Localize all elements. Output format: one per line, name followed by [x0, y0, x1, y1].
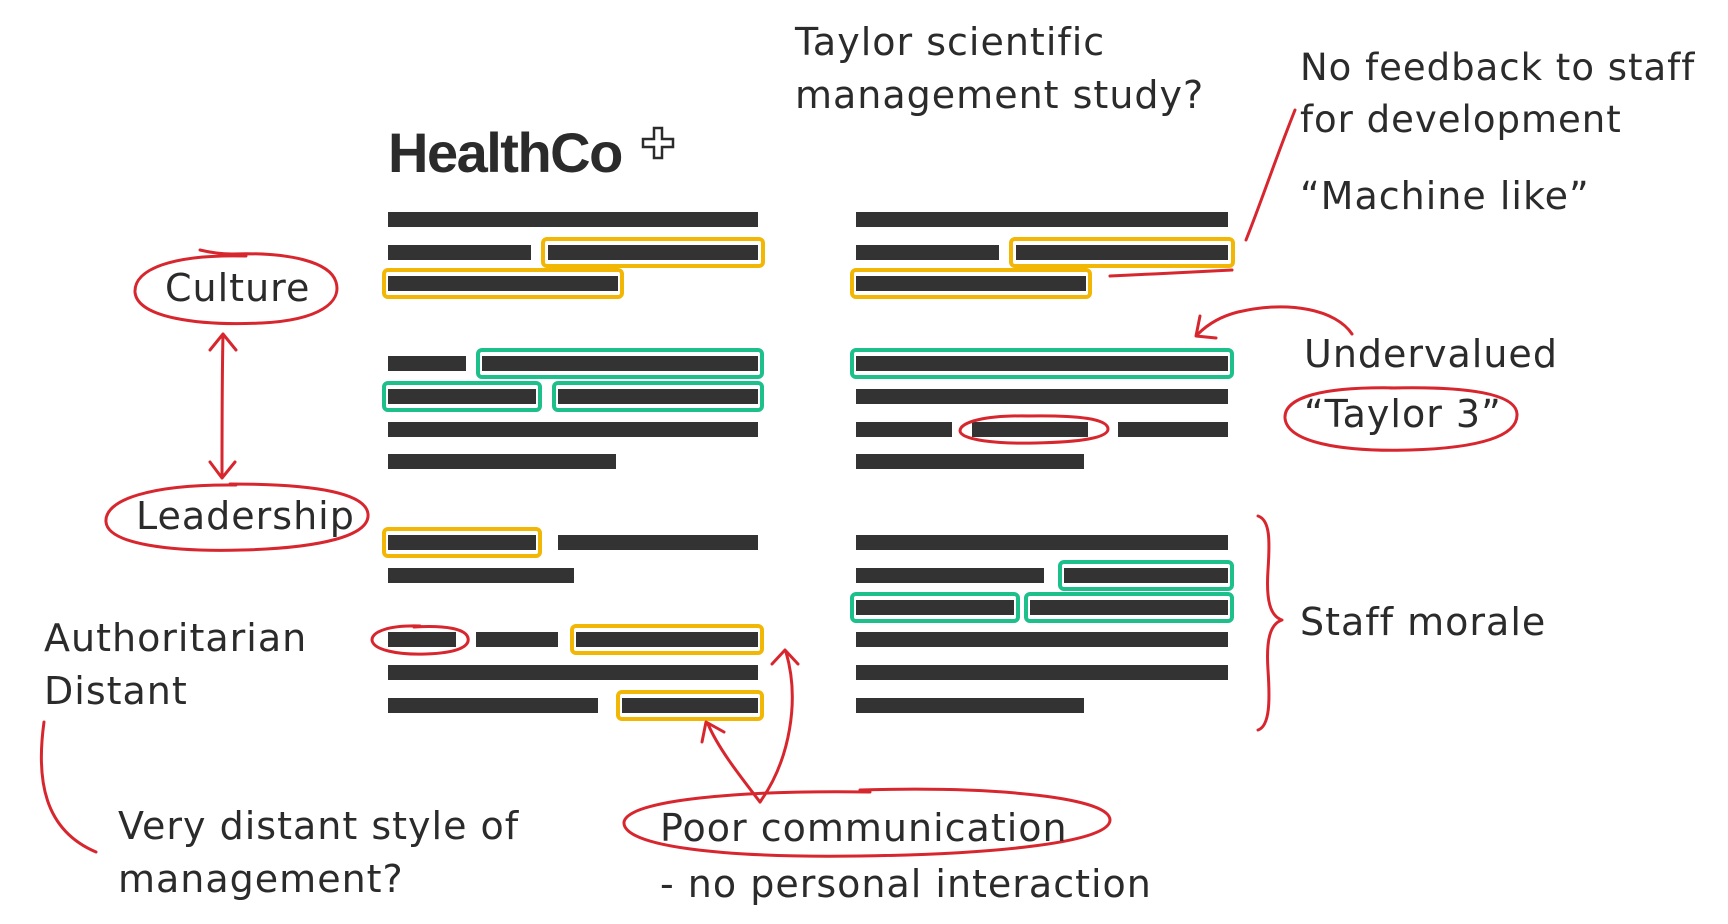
healthco-logo: HealthCo	[388, 121, 622, 184]
text-bar	[856, 276, 1086, 291]
text-bar	[1016, 245, 1228, 260]
note-line: Very distant style of	[118, 804, 520, 848]
undervalued-note: Undervalued	[1304, 332, 1558, 376]
text-bar	[388, 698, 598, 713]
leadership-label: Leadership	[136, 494, 355, 538]
text-bar	[388, 245, 531, 260]
text-bar	[856, 389, 1228, 404]
poor-communication-arrow	[760, 650, 798, 802]
text-bar	[388, 212, 758, 227]
note-line: Distant	[44, 669, 188, 714]
text-bar	[576, 632, 758, 647]
text-bar	[856, 356, 1228, 371]
taylor-study-note	[795, 16, 1204, 122]
text-bar	[1064, 568, 1228, 583]
right-document-column	[852, 212, 1233, 713]
note-line: No feedback to staff	[1300, 46, 1696, 89]
feedback-underline	[1110, 270, 1232, 276]
text-bar	[856, 245, 999, 260]
text-bar	[388, 454, 616, 469]
left-document-column	[384, 212, 763, 719]
text-bar	[856, 698, 1084, 713]
text-bar	[856, 568, 1044, 583]
text-bar	[856, 454, 1084, 469]
staff-morale-brace	[1258, 516, 1282, 730]
note-line: Authoritarian	[44, 616, 308, 660]
red-annotations	[41, 110, 1517, 856]
machine-like-note: “Machine like”	[1300, 174, 1590, 218]
text-bar	[856, 600, 1014, 615]
no-feedback-note	[1300, 42, 1695, 146]
culture-leadership-arrow	[210, 334, 236, 478]
text-bar	[558, 389, 758, 404]
staff-morale-note: Staff morale	[1300, 600, 1547, 644]
culture-label: Culture	[165, 266, 311, 310]
text-bar	[856, 535, 1228, 550]
text-bar	[388, 276, 618, 291]
text-bar	[482, 356, 758, 371]
plus-outline-icon	[643, 128, 673, 158]
text-bar	[1030, 600, 1228, 615]
feedback-connector	[1246, 110, 1295, 240]
authoritarian-note	[44, 612, 307, 718]
no-personal-interaction-note: - no personal interaction	[660, 862, 1152, 906]
distant-connector	[41, 722, 96, 852]
text-bar	[972, 422, 1088, 437]
distant-style-note	[118, 800, 519, 906]
text-bar	[388, 535, 536, 550]
text-bar	[622, 698, 758, 713]
poor-communication-label: Poor communication	[660, 806, 1068, 850]
text-bar	[856, 665, 1228, 680]
text-bar	[388, 568, 574, 583]
text-bar	[856, 212, 1228, 227]
taylor3-label: “Taylor 3”	[1304, 392, 1502, 436]
text-bar	[476, 632, 558, 647]
text-bar	[856, 422, 952, 437]
note-line: Taylor scientific	[795, 20, 1106, 64]
note-line: for development	[1300, 97, 1622, 141]
text-bar	[388, 632, 456, 647]
text-bar	[558, 535, 758, 550]
text-bar	[548, 245, 758, 260]
note-line: management?	[118, 857, 404, 902]
text-bar	[856, 632, 1228, 647]
poor-communication-arrow	[702, 722, 760, 802]
text-bar	[388, 389, 536, 404]
text-bar	[388, 665, 758, 680]
text-bar	[388, 356, 466, 371]
text-bar	[1118, 422, 1228, 437]
text-bar	[388, 422, 758, 437]
note-line: management study?	[795, 73, 1205, 118]
